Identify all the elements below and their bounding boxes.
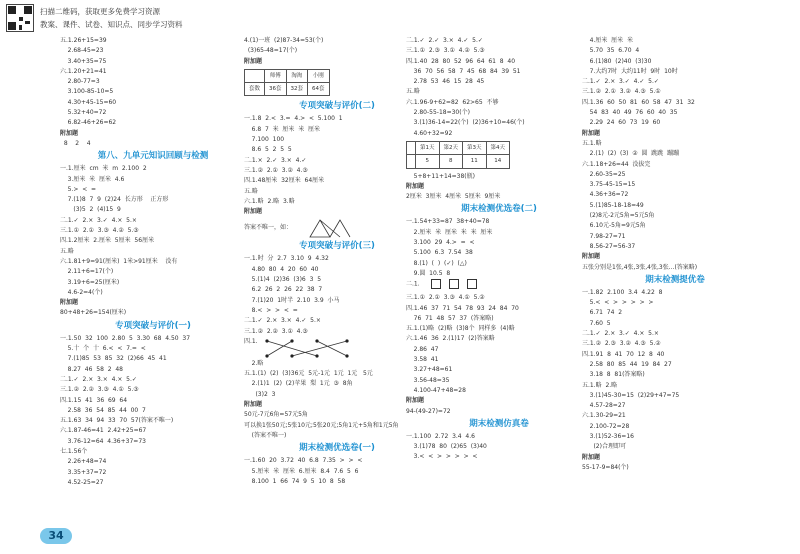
answer-line: 六.1.20+21=41 xyxy=(60,67,107,75)
answer-line: 七.1.56个 xyxy=(60,447,88,455)
answer-line: 4.6-2=4(个) xyxy=(60,288,103,296)
answer-line: 3.(1)36-14=22(个) (2)36+10=46(个) xyxy=(406,119,525,127)
answer-line: 80+48+26=154(厘米) xyxy=(60,309,127,317)
answer-line: 一.1.60 20 3.72 40 6.8 7.35 > > < xyxy=(244,457,363,465)
answer-line: 6.10元-5角=9元5角 xyxy=(582,222,646,230)
answer-line: 2.厘米 米 厘米 米 米 厘米 xyxy=(406,228,493,236)
triangles-icon xyxy=(300,217,390,239)
answer-column-2 xyxy=(244,36,430,487)
answer-table xyxy=(406,141,510,169)
bonus-label: 附加题 xyxy=(406,397,425,405)
answer-line: 8.< > > < = xyxy=(244,306,298,314)
answer-line: 二.1.✓ 2.× 3.× 4.× 5.✓ xyxy=(60,375,137,383)
answer-line: 2.(1)1 (2) (2)苹果 梨 1元 ③ 8角 xyxy=(244,380,353,388)
answer-line: 五.1.(1)略 (2)略 (3)8个 同样多 (4)略 xyxy=(406,325,515,333)
answer-line: 7.大约7时 大约11时 9时 10时 xyxy=(582,67,678,75)
answer-line: 3.35+37=72 xyxy=(60,468,107,476)
checkbox-icon xyxy=(467,279,477,289)
bonus-label: 附加题 xyxy=(244,401,263,409)
question-label: 四.1. xyxy=(244,337,258,345)
answer-line: 六.1.略 2.略 3.略 xyxy=(244,197,295,205)
answer-column-1 xyxy=(60,36,246,488)
answer-line: 5.32+40=72 xyxy=(60,109,107,117)
answer-line: 7.98-27=71 xyxy=(582,232,626,240)
answer-line: 3.75-45-15=15 xyxy=(582,181,636,189)
answer-line: 五.略 xyxy=(406,88,420,96)
answer-line: 一.1.82 2.100 3.4 4.22 8 xyxy=(582,288,663,296)
answer-line: 五.略 xyxy=(244,187,258,195)
answer-line: 9.圆 10.5 8 xyxy=(406,269,451,277)
bonus-label: 附加题 xyxy=(406,182,425,190)
answer-column-3 xyxy=(406,36,592,463)
answer-line: 8.27 46 58 2 48 xyxy=(60,365,123,373)
answer-line: 6.82-46+26=62 xyxy=(60,119,117,127)
section-title: 期末检测优选卷(二) xyxy=(461,204,537,215)
question-label: 二.1. xyxy=(406,280,424,288)
answer-line: 4.52-25=27 xyxy=(60,478,104,486)
answer-line: 3.19+6=25(厘米) xyxy=(60,278,120,286)
answer-line: 三.1.② 2.② 3.① 4.③ xyxy=(244,327,308,335)
answer-line: 2.略 xyxy=(244,359,264,367)
answer-line: 五.1.略 2.略 xyxy=(582,381,618,389)
answer-line: 6.8 7 米 厘米 米 厘米 xyxy=(244,125,321,133)
checkbox-icon xyxy=(431,279,441,289)
table-cell: 第2天 xyxy=(439,141,463,154)
answer-line: 3.76-12=64 4.36+37=73 xyxy=(60,437,146,445)
answer-line: 7.100 100 xyxy=(244,136,285,144)
answer-line: 一.1.50 32 100 2.80 5 3.30 68 4.50 37 xyxy=(60,334,191,342)
answer-line: 六.1.87-46=41 2.42+25=67 xyxy=(60,427,147,435)
answer-line: 5.70 35 6.70 4 xyxy=(582,47,640,55)
answer-boxes xyxy=(406,279,592,293)
table-cell xyxy=(407,141,416,154)
answer-line: 五.1.63 34 94 33 70 57(答案不唯一) xyxy=(60,417,174,425)
section-title: 期末检测提优卷 xyxy=(645,274,705,285)
answer-line: 3.100-85-10=5 xyxy=(60,88,114,96)
answer-line: 2.78 53 46 15 28 45 xyxy=(406,78,485,86)
answer-line: 5.(1)4 (2)36 (3)6 3 5 xyxy=(244,276,322,284)
answer-line: 四.1.48厘米 32厘米 64厘米 xyxy=(244,177,325,185)
bonus-label: 附加题 xyxy=(244,208,263,216)
answer-line: 55-17-9=84(个) xyxy=(582,463,629,471)
answer-line: 4.厘米 厘米 米 xyxy=(582,37,633,44)
answer-line: 二.1.✓ 2.× 3.✓ 4.× 5.× xyxy=(60,216,137,224)
answer-line: 2.80-55-18=30(个) xyxy=(406,109,470,117)
answer-line: 8.(1) ( ) (✓) (△) xyxy=(406,259,467,267)
bonus-label: 附加题 xyxy=(60,299,79,307)
answer-line: 一.1.时 分 2.7 3.10 9 4.32 xyxy=(244,255,329,263)
table-cell: 第3天 xyxy=(463,141,487,154)
answer-line: 5.> < = xyxy=(60,185,97,193)
answer-line: 可以换1张50元;5张10元;5张20元;5角1元+5角和1元5角 xyxy=(244,421,399,429)
answer-line: 4.100-47+48=28 xyxy=(406,386,466,394)
table-cell xyxy=(407,155,416,168)
answer-line: 二.1.✓ 2.× 3.× 4.✓ 5.× xyxy=(244,317,321,325)
bonus-label: 附加题 xyxy=(60,129,79,137)
answer-line: 4.30+45-15=60 xyxy=(60,98,117,106)
answer-line: 五.1.略 xyxy=(582,139,602,147)
triangle-figure xyxy=(244,217,430,239)
answer-line: 8.56-27=56-37 xyxy=(582,242,636,250)
answer-line: 2.26+48=74 xyxy=(60,458,107,466)
answer-table xyxy=(244,69,330,97)
answer-line: 一.1.100 2.72 3.4 4.6 xyxy=(406,432,475,440)
table-cell: 淘淘 xyxy=(286,69,308,82)
header-line-2: 教案、课件、试卷、知识点、同步学习资料 xyxy=(40,20,183,29)
answer-line: 3.< < > > > > < xyxy=(406,453,478,461)
answer-line: 六.1.81+9=91(厘米) 1米>91厘米 没有 xyxy=(60,257,178,265)
section-title: 专项突破与评价(二) xyxy=(299,101,375,112)
answer-line: 8.6 5 2 5 5 xyxy=(244,146,292,154)
section-title: 第八、九单元知识回顾与检测 xyxy=(97,151,209,162)
answer-line: 7.(1)8 7 9 (2)24 长方形 正方形 xyxy=(60,196,169,204)
table-cell: 小刚 xyxy=(308,69,330,82)
answer-line: 六.1.30-29=21 xyxy=(582,412,626,420)
answer-line: 三.1.② 2.③ 3.② 4.③ 5.② xyxy=(582,340,661,348)
answer-line: 2.11+6=17(个) xyxy=(60,268,114,276)
answer-line: 4.80 80 4 20 60 40 xyxy=(244,265,319,273)
answer-line: 7.(1)20 1时半 2.10 3.9 小马 xyxy=(244,296,340,304)
answer-line: 3.厘米 米 厘米 4.6 xyxy=(60,175,125,183)
answer-line: 四.1.2厘米 2.厘米 5厘米 56厘米 xyxy=(60,237,155,245)
table-cell: 师傅 xyxy=(265,69,287,82)
answer-line: 三.1.② 2.② 3.③ 4.① 5.③ xyxy=(60,386,139,394)
answer-line: 5.< < > > > > > xyxy=(582,299,654,307)
answer-line: 3.56-48=35 xyxy=(406,376,450,384)
answer-line: 五.略 xyxy=(60,247,74,255)
table-cell: 套数 xyxy=(245,83,265,96)
answer-line: 二.1.✓ 2.× 3.✓ 4.✓ 5.✓ xyxy=(582,78,659,86)
answer-line: 四.1.36 60 50 81 60 58 47 31 32 xyxy=(582,98,695,106)
answer-line: 2.58 36 54 85 44 00 7 xyxy=(60,406,146,414)
answer-line: 3.100 29 4.> = < xyxy=(406,239,475,247)
answer-line: 二.1.✓ 2.✓ 3.× 4.✓ 5.✓ xyxy=(406,37,483,44)
answer-line: 三.1.① 2.① 3.③ 4.② 5.③ xyxy=(60,227,139,235)
section-title: 专项突破与评价(一) xyxy=(115,320,191,331)
checkbox-icon xyxy=(449,279,459,289)
answer-line: 三.1.② 2.① 3.② 4.③ xyxy=(244,166,308,174)
answer-line: 一.1.54+33=87 38+40=78 xyxy=(406,218,490,226)
answer-line: 四.1.15 41 36 69 64 xyxy=(60,396,128,404)
section-title: 期末检测仿真卷 xyxy=(469,418,529,429)
answer-line: 3.18 8 81(答案略) xyxy=(582,371,645,379)
answer-line: 3.40+35=75 xyxy=(60,57,107,65)
answer-line: 2.60-35=25 xyxy=(582,170,626,178)
answer-line: 3.(1)45-30=15 (2)29+47=75 xyxy=(582,391,680,399)
answer-line: 2.(1) (2) (3) ② 圆 跳跳 蹦蹦 xyxy=(582,150,680,158)
answer-line: 三.1.① 2.③ 3.① 4.② 5.③ xyxy=(406,47,485,55)
table-cell: 36套 xyxy=(265,83,287,96)
bonus-label: 附加题 xyxy=(244,57,263,65)
answer-line: 四.1.40 28 80 52 96 64 61 8 40 xyxy=(406,57,516,65)
answer-line: 7.60 5 xyxy=(582,319,611,327)
table-cell: 5 xyxy=(416,155,440,168)
answer-line: 6.2 26 2 26 22 38 7 xyxy=(244,286,323,294)
answer-line: 7.(1)85 53 85 32 (2)66 45 41 xyxy=(60,355,167,363)
answer-line: 6.71 74 2 xyxy=(582,309,623,317)
answer-line: 一.1.8 2.< 3.= 4.> < 5.100 1 xyxy=(244,115,343,123)
figure-caption: 答案不唯一，如： xyxy=(244,224,293,232)
answer-line: (3)5 2 (4)15 9 xyxy=(60,206,121,214)
table-cell: 第1天 xyxy=(416,141,440,154)
answer-line: 2.58 80 85 44 19 84 27 xyxy=(582,360,672,368)
answer-line: (2)合理即可 xyxy=(582,443,626,451)
answer-line: 三.1.① 2.① 3.③ 4.① 5.② xyxy=(406,294,485,302)
answer-line: 三.1.② 2.① 3.② 4.③ 5.① xyxy=(582,88,661,96)
answer-line: 2.86 47 xyxy=(406,345,439,353)
answer-line: 2厘米 3厘米 4厘米 5厘米 9厘米 xyxy=(406,193,501,201)
answer-line: 五.1.26+15=39 xyxy=(60,37,107,44)
table-cell: 第4天 xyxy=(486,141,510,154)
bonus-label: 附加题 xyxy=(582,129,601,137)
section-title: 专项突破与评价(三) xyxy=(299,241,375,252)
bonus-label: 附加题 xyxy=(582,453,601,461)
answer-line: 六.1.18+26=44 没拔完 xyxy=(582,160,651,168)
answer-line: 6.(1)80 (2)40 (3)30 xyxy=(582,57,652,65)
matching-lines-icon xyxy=(262,337,372,359)
page-number: 34 xyxy=(40,528,72,544)
answer-line: 5.十 个 十 6.< < 7.= < xyxy=(60,345,146,353)
header-line-1: 扫描二维码，获取更多免费学习资源 xyxy=(40,7,160,16)
answer-line: 50元-7元6角=57元5角 xyxy=(244,411,308,419)
table-cell: 64套 xyxy=(308,83,330,96)
section-title: 期末检测优选卷(一) xyxy=(299,443,375,454)
answer-line: 3.(1)78 80 (2)65 (3)40 xyxy=(406,443,487,451)
answer-line: 六.1.46 36 2.(1)17 (2)答案略 xyxy=(406,335,495,343)
qr-code-icon xyxy=(6,4,34,32)
answer-line: 4.(1)一班 (2)87-34=53(个) xyxy=(244,37,324,44)
answer-column-4 xyxy=(582,36,768,473)
table-cell: 32套 xyxy=(286,83,308,96)
answer-line: 3.27+48=61 xyxy=(406,366,453,374)
answer-line: 2.80-77=3 xyxy=(60,78,100,86)
answer-line: 5.厘米 米 厘米 6.厘米 8.4 7.6 5 6 xyxy=(244,467,359,475)
answer-line: 54 83 40 49 76 60 40 35 xyxy=(582,109,678,117)
answer-line: 2.100-72=28 xyxy=(582,422,630,430)
answer-line: 94-(49-27)=72 xyxy=(406,407,451,415)
answer-line: 3.(1)52-36=16 xyxy=(582,432,634,440)
answer-line: (3)65-48=17(个) xyxy=(244,47,298,55)
table-cell: 14 xyxy=(486,155,510,168)
answer-line: 5.(1)85-18-18=49 xyxy=(582,201,644,209)
answer-line: 4.36+36=72 xyxy=(582,191,629,199)
answer-line: 六.1.96-9+62=82 62>65 不够 xyxy=(406,98,499,106)
answer-line: 5.100 6.3 7.54 38 xyxy=(406,249,473,257)
answer-line: 四.1.46 37 71 54 78 93 24 84 70 xyxy=(406,304,519,312)
answer-line: 四.1.91 8 41 70 12 8 40 xyxy=(582,350,665,358)
answer-line: (答案不唯一) xyxy=(244,431,287,439)
table-cell: 8 xyxy=(439,155,463,168)
answer-line: 二.1.✓ 2.× 3.✓ 4.× 5.× xyxy=(582,330,659,338)
page-number-badge xyxy=(38,524,78,546)
matching-lines-figure xyxy=(244,337,430,359)
table-cell: 11 xyxy=(463,155,487,168)
answer-line: 8 2 4 xyxy=(60,139,91,147)
answer-line: 2.29 24 60 73 19 60 xyxy=(582,119,661,127)
answer-line: 36 70 56 58 7 45 68 84 39 51 xyxy=(406,67,521,75)
answer-line: (2)8元-2元5角=5元5角 xyxy=(582,212,655,220)
table-cell xyxy=(245,69,265,82)
answer-line: 4.60+32=92 xyxy=(406,129,453,137)
answer-line: 5+8+11+14=38(瓶) xyxy=(406,172,475,180)
answer-line: 二.1.× 2.✓ 3.× 4.✓ xyxy=(244,156,307,164)
answer-line: 2.68-45=23 xyxy=(60,47,104,55)
bonus-label: 附加题 xyxy=(582,253,601,261)
answer-line: (3)2 3 xyxy=(244,390,276,398)
answer-line: 五张分别是1张,4张,3张,4张,3张...(答案略) xyxy=(582,263,698,271)
answer-line: 8.100 1 66 74 9 5 10 8 58 xyxy=(244,477,346,485)
answer-line: 4.57-28=27 xyxy=(582,402,626,410)
answer-line: 76 71 48 57 37 (答案略) xyxy=(406,314,494,322)
answer-line: 五.1.(1) (2) (3)36元 5元-1元 1元 1元 5元 xyxy=(244,370,373,378)
answer-line: 3.58 41 xyxy=(406,356,439,364)
answer-line: 一.1.厘米 cm 米 m 2.100 2 xyxy=(60,165,147,173)
